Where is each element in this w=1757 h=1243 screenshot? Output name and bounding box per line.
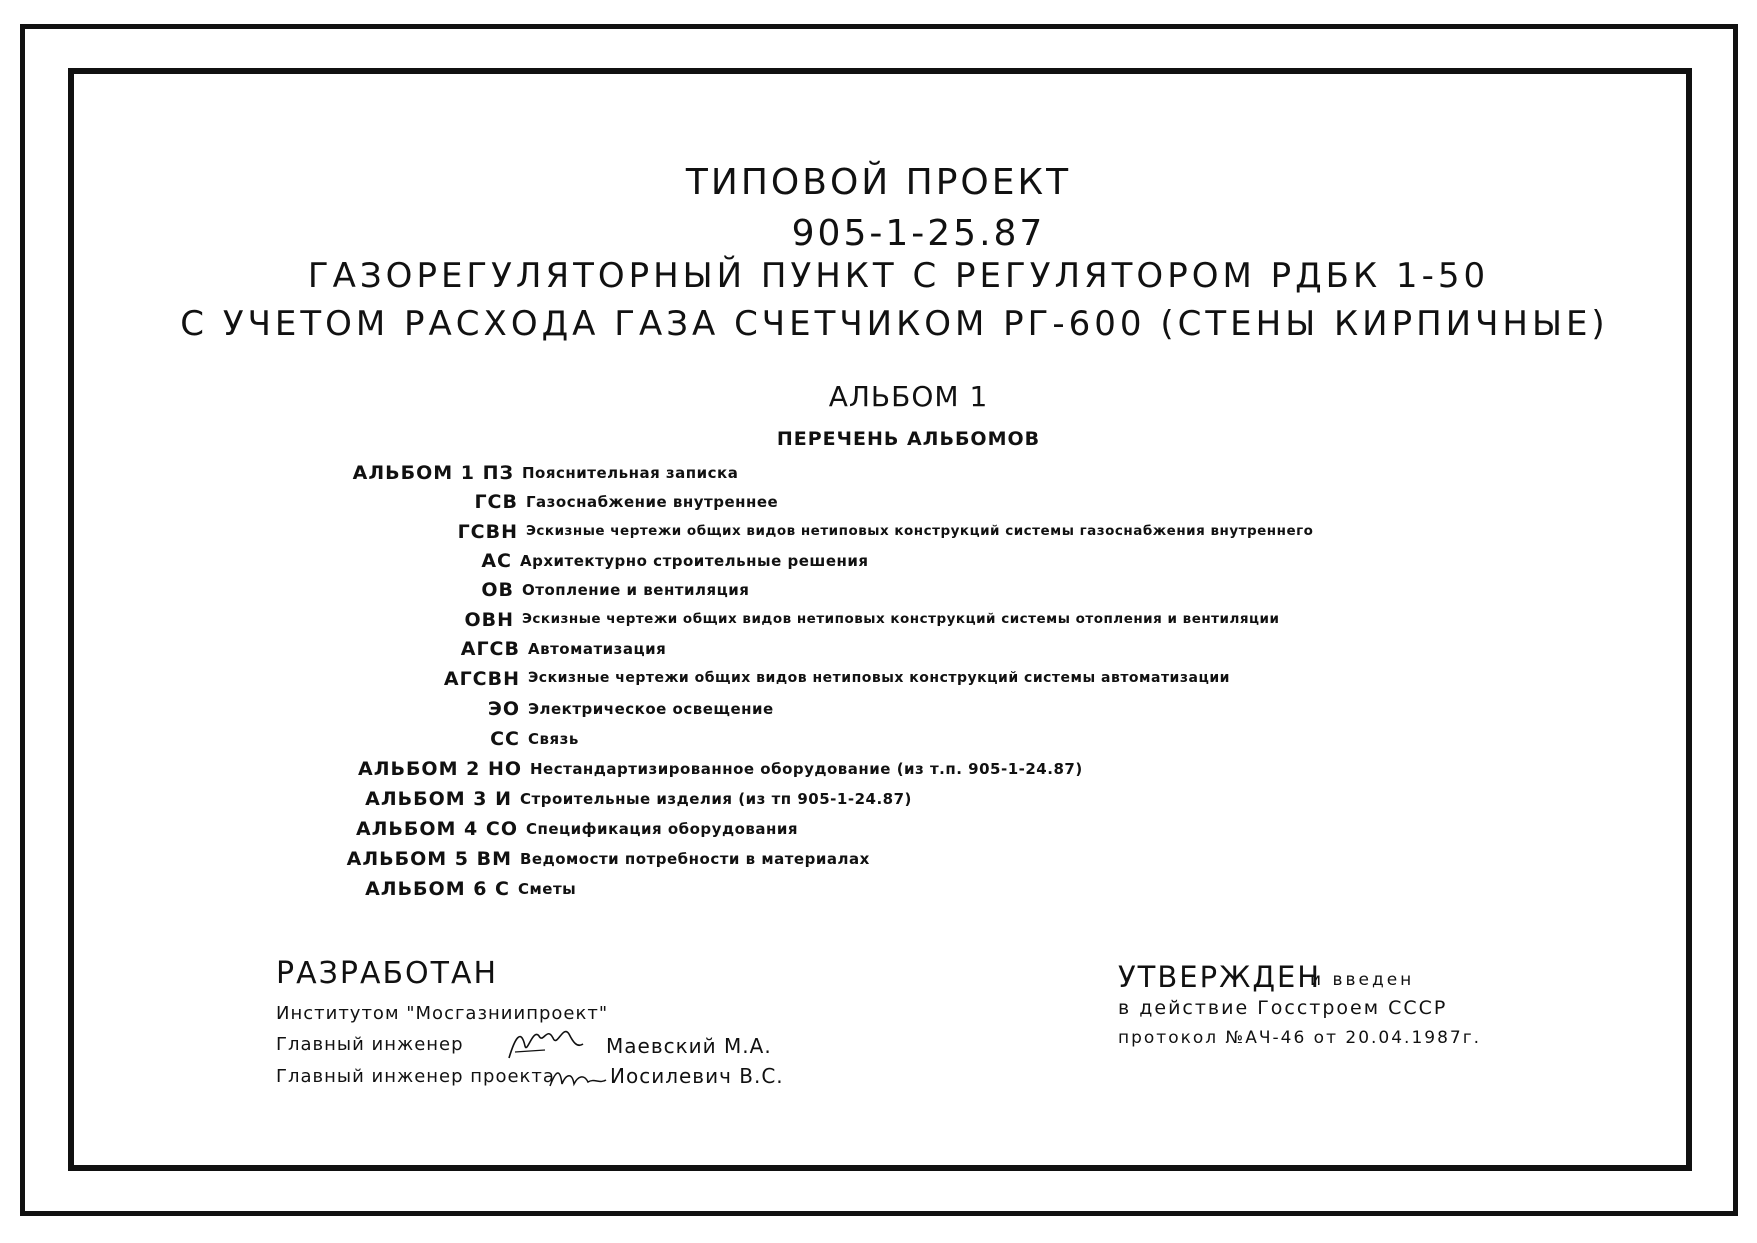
album-desc: Пояснительная записка <box>522 464 739 482</box>
album-code: АЛЬБОМ 5 ВМ <box>346 848 512 870</box>
album-desc: Нестандартизированное оборудование (из т.п. 905-1-24.87) <box>530 760 1083 778</box>
album-code: АЛЬБОМ 4 СО <box>355 818 518 840</box>
album-code: ЭО <box>487 698 520 720</box>
project-engineer-label: Главный инженер проекта <box>276 1066 555 1087</box>
album-code: АС <box>481 550 512 572</box>
chief-engineer-signature <box>505 1018 587 1066</box>
album-desc: Электрическое освещение <box>528 700 774 718</box>
album-code: АЛЬБОМ 1 ПЗ <box>352 462 514 484</box>
album-desc: Спецификация оборудования <box>526 820 798 838</box>
album-desc: Архитектурно строительные решения <box>520 552 869 570</box>
album-desc: Автоматизация <box>528 640 667 658</box>
developed-title: РАЗРАБОТАН <box>276 956 499 991</box>
chief-engineer-name: Маевский М.А. <box>606 1034 772 1058</box>
project-number: 905-1-25.87 <box>791 213 1046 254</box>
album-code: АЛЬБОМ 2 НО <box>357 758 522 780</box>
album-code: ГСВ <box>474 491 518 513</box>
album-desc: Отопление и вентиляция <box>522 581 750 599</box>
album-desc: Эскизные чертежи общих видов нетиповых конструкций системы газоснабжения внутреннего <box>526 523 1314 539</box>
album-code: СС <box>490 728 520 750</box>
album-desc: Ведомости потребности в материалах <box>520 850 870 868</box>
album-desc: Газоснабжение внутреннее <box>526 493 779 511</box>
album-code: ОВ <box>481 579 514 601</box>
project-title-line1: ГАЗОРЕГУЛЯТОРНЫЙ ПУНКТ С РЕГУЛЯТОРОМ РДБК 1-50 <box>307 256 1490 296</box>
album-code: АГСВН <box>443 668 520 690</box>
chief-engineer-label: Главный инженер <box>276 1034 464 1055</box>
album-code: ГСВН <box>457 521 518 543</box>
album-title: АЛЬБОМ 1 <box>828 380 989 413</box>
approved-title-suffix: и введен <box>1310 970 1415 990</box>
album-list-title: ПЕРЕЧЕНЬ АЛЬБОМОВ <box>776 428 1041 450</box>
album-desc: Строительные изделия (из тп 905-1-24.87) <box>520 790 912 808</box>
project-engineer-signature <box>548 1062 610 1094</box>
approved-title: УТВЕРЖДЕН <box>1118 960 1322 994</box>
approved-line3: протокол №АЧ-46 от 20.04.1987г. <box>1118 1028 1482 1048</box>
album-desc: Эскизные чертежи общих видов нетиповых конструкций системы отопления и вентиляции <box>522 611 1280 627</box>
approved-line2: в действие Госстроем СССР <box>1118 997 1448 1019</box>
album-code: АГСВ <box>460 638 520 660</box>
album-desc: Связь <box>528 730 579 748</box>
developed-institute: Институтом "Мосгазниипроект" <box>276 1003 609 1024</box>
album-code: АЛЬБОМ 6 С <box>365 878 510 900</box>
album-code: ОВН <box>464 609 514 631</box>
project-engineer-name: Иосилевич В.С. <box>610 1064 784 1088</box>
project-title-line2: С УЧЕТОМ РАСХОДА ГАЗА СЧЕТЧИКОМ РГ-600 (СТЕНЫ КИРПИЧНЫЕ) <box>180 304 1609 344</box>
album-desc: Сметы <box>518 880 577 898</box>
album-code: АЛЬБОМ 3 И <box>365 788 512 810</box>
project-kind: ТИПОВОЙ ПРОЕКТ <box>685 162 1072 203</box>
album-desc: Эскизные чертежи общих видов нетиповых конструкций системы автоматизации <box>528 670 1230 686</box>
